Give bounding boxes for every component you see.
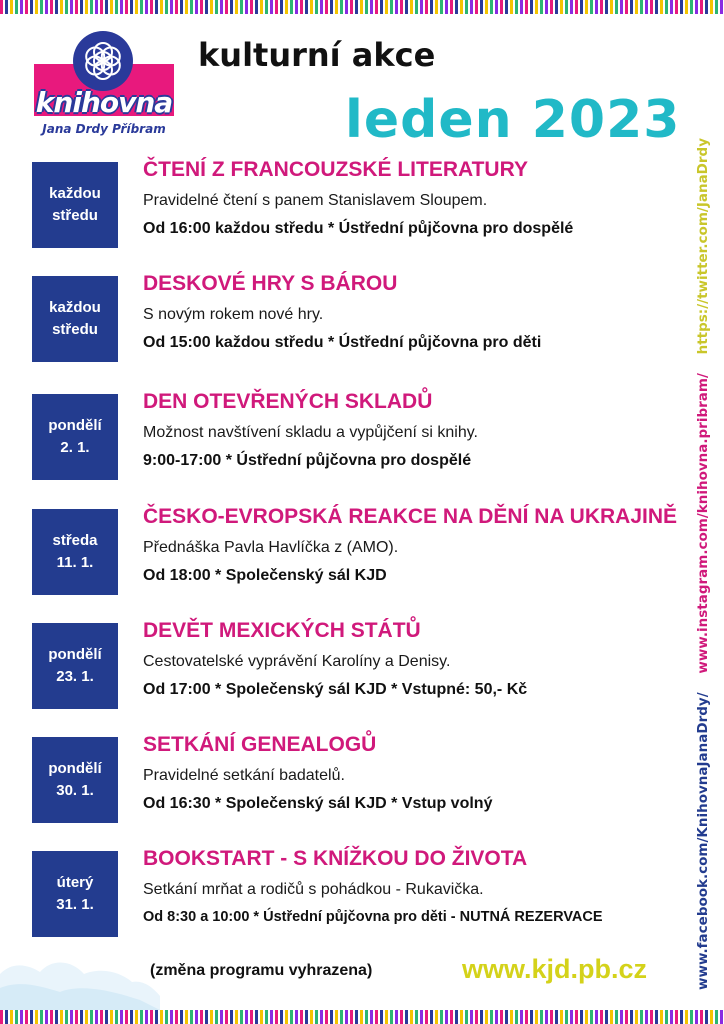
event-title: ČTENÍ Z FRANCOUZSKÉ LITERATURY: [143, 158, 528, 181]
event-title: DEN OTEVŘENÝCH SKLADŮ: [143, 390, 433, 413]
event-item: [32, 158, 692, 248]
event-item: [32, 272, 692, 362]
event-date-box: [32, 276, 118, 362]
month-heading: leden 2023: [345, 90, 681, 150]
event-date-box: [32, 509, 118, 595]
event-description: Pravidelné čtení s panem Stanislavem Sloupem.: [143, 192, 488, 209]
event-date-line2: středu: [52, 207, 98, 224]
event-description: Pravidelné setkání badatelů.: [143, 767, 345, 784]
event-date-line2: středu: [52, 321, 98, 338]
event-title: DESKOVÉ HRY S BÁROU: [143, 272, 398, 295]
event-info: Od 17:00 * Společenský sál KJD * Vstupné: 50,- Kč: [143, 681, 528, 698]
event-date-line1: pondělí: [48, 646, 102, 663]
event-info: Od 8:30 a 10:00 * Ústřední půjčovna pro děti - NUTNÁ REZERVACE: [143, 909, 603, 925]
event-description: Přednáška Pavla Havlíčka z (AMO).: [143, 539, 399, 556]
event-title: BOOKSTART - S KNÍŽKOU DO ŽIVOTA: [143, 847, 528, 870]
event-info: Od 18:00 * Společenský sál KJD: [143, 567, 387, 584]
event-info: Od 15:00 každou středu * Ústřední půjčovna pro děti: [143, 334, 542, 351]
instagram-link[interactable]: www.instagram.com/knihovna.pribram/: [695, 373, 711, 674]
event-item: [32, 390, 692, 480]
program-change-note: (změna programu vyhrazena): [150, 962, 373, 979]
event-date-box: [32, 394, 118, 480]
event-info: 9:00-17:00 * Ústřední půjčovna pro dospělé: [143, 452, 472, 469]
website-link[interactable]: www.kjd.pb.cz: [462, 954, 648, 984]
page-title: kulturní akce: [198, 36, 436, 74]
event-date-line2: 23. 1.: [56, 668, 94, 685]
facebook-link[interactable]: www.facebook.com/KnihovnaJanaDrdy/: [695, 692, 711, 990]
event-date-line1: středa: [52, 532, 98, 549]
decorative-bottom-stripe: [0, 1010, 724, 1024]
event-date-line1: každou: [49, 299, 101, 316]
logo-subtitle: Jana Drdy Příbram: [42, 122, 166, 136]
event-item: [32, 733, 692, 823]
event-title: ČESKO-EVROPSKÁ REAKCE NA DĚNÍ NA UKRAJINĚ: [143, 505, 678, 528]
snow-decoration: [0, 940, 160, 1010]
social-links-vertical: [688, 120, 718, 990]
event-item: [32, 505, 692, 595]
event-date-box: [32, 623, 118, 709]
event-title: SETKÁNÍ GENEALOGŮ: [143, 733, 377, 756]
logo-wordmark: knihovna: [35, 86, 173, 119]
event-date-line1: pondělí: [48, 760, 102, 777]
event-item: [32, 847, 692, 937]
event-date-line1: každou: [49, 185, 101, 202]
decorative-top-stripe: [0, 0, 724, 14]
event-date-box: [32, 737, 118, 823]
event-date-line1: pondělí: [48, 417, 102, 434]
event-description: Setkání mrňat a rodičů s pohádkou - Rukavička.: [143, 881, 484, 898]
event-description: Cestovatelské vyprávění Karolíny a Denisy.: [143, 653, 451, 670]
event-date-line1: úterý: [56, 874, 94, 891]
event-date-line2: 2. 1.: [60, 439, 90, 456]
event-item: [32, 619, 692, 709]
event-date-box: [32, 162, 118, 248]
event-info: Od 16:00 každou středu * Ústřední půjčovna pro dospělé: [143, 220, 574, 237]
event-date-box: [32, 851, 118, 937]
event-date-line2: 11. 1.: [56, 554, 94, 571]
event-info: Od 16:30 * Společenský sál KJD * Vstup volný: [143, 795, 493, 812]
event-date-line2: 30. 1.: [56, 782, 94, 799]
event-description: S novým rokem nové hry.: [143, 306, 324, 323]
library-logo[interactable]: [34, 30, 174, 142]
event-title: DEVĚT MEXICKÝCH STÁTŮ: [143, 619, 421, 642]
twitter-link[interactable]: https://twitter.com/JanaDrdy: [695, 137, 711, 355]
flower-of-life-icon: [72, 30, 134, 92]
event-date-line2: 31. 1.: [56, 896, 94, 913]
event-description: Možnost navštívení skladu a vypůjčení si knihy.: [143, 424, 478, 441]
